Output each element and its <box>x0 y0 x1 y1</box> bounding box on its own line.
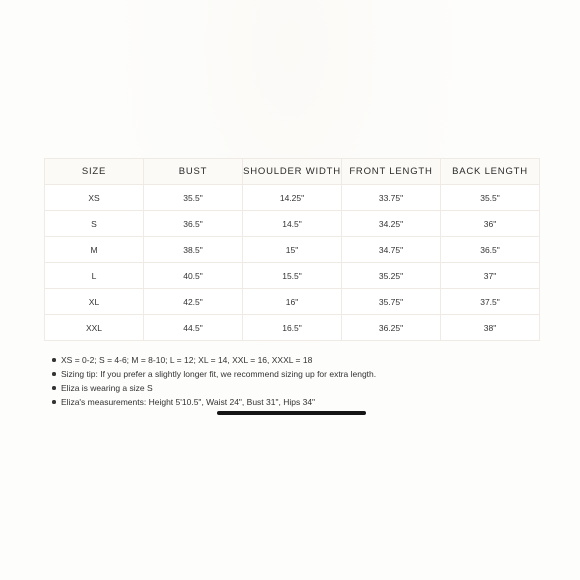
table-header-row <box>45 159 540 185</box>
cell-back-length: 36.5" <box>441 237 540 263</box>
cell-front-length: 33.75" <box>342 185 441 211</box>
cell-front-length: 35.75" <box>342 289 441 315</box>
cell-back-length: 35.5" <box>441 185 540 211</box>
size-chart-table <box>44 158 540 341</box>
bullet-icon <box>52 386 56 390</box>
cell-back-length: 36" <box>441 211 540 237</box>
bullet-icon <box>52 372 56 376</box>
cell-shoulder-width: 14.5" <box>243 211 342 237</box>
cell-front-length: 34.25" <box>342 211 441 237</box>
bullet-icon <box>52 358 56 362</box>
header-back-length: BACK LENGTH <box>441 159 540 185</box>
list-item <box>52 367 376 381</box>
note-model-size: Eliza is wearing a size S <box>61 383 153 393</box>
cell-shoulder-width: 16" <box>243 289 342 315</box>
cell-back-length: 37" <box>441 263 540 289</box>
cell-back-length: 37.5" <box>441 289 540 315</box>
cell-bust: 36.5" <box>144 211 243 237</box>
header-shoulder-width: SHOULDER WIDTH <box>243 159 342 185</box>
list-item <box>52 353 376 367</box>
note-model-measurements: Eliza's measurements: Height 5'10.5", Waist 24", Bust 31", Hips 34" <box>61 397 316 407</box>
note-size-conversion: XS = 0-2; S = 4-6; M = 8-10; L = 12; XL = 14, XXL = 16, XXXL = 18 <box>61 355 313 365</box>
cell-front-length: 36.25" <box>342 315 441 341</box>
cell-bust: 42.5" <box>144 289 243 315</box>
note-sizing-tip: Sizing tip: If you prefer a slightly longer fit, we recommend sizing up for extra length. <box>61 369 377 379</box>
table-row <box>45 211 540 237</box>
cell-back-length: 38" <box>441 315 540 341</box>
cell-size: L <box>45 263 144 289</box>
bullet-icon <box>52 400 56 404</box>
table-row <box>45 237 540 263</box>
cell-size: M <box>45 237 144 263</box>
cell-bust: 35.5" <box>144 185 243 211</box>
cell-front-length: 34.75" <box>342 237 441 263</box>
cell-shoulder-width: 14.25" <box>243 185 342 211</box>
cell-bust: 44.5" <box>144 315 243 341</box>
sizing-notes-list <box>52 353 376 409</box>
table-row <box>45 289 540 315</box>
header-size: SIZE <box>45 159 144 185</box>
table-row <box>45 315 540 341</box>
horizontal-scrollbar[interactable] <box>217 411 366 415</box>
list-item <box>52 395 376 409</box>
header-front-length: FRONT LENGTH <box>342 159 441 185</box>
header-bust: BUST <box>144 159 243 185</box>
cell-shoulder-width: 15" <box>243 237 342 263</box>
cell-front-length: 35.25" <box>342 263 441 289</box>
cell-size: S <box>45 211 144 237</box>
cell-size: XS <box>45 185 144 211</box>
cell-bust: 38.5" <box>144 237 243 263</box>
list-item <box>52 381 376 395</box>
table-row <box>45 263 540 289</box>
cell-size: XL <box>45 289 144 315</box>
cell-shoulder-width: 15.5" <box>243 263 342 289</box>
cell-bust: 40.5" <box>144 263 243 289</box>
cell-size: XXL <box>45 315 144 341</box>
cell-shoulder-width: 16.5" <box>243 315 342 341</box>
table-row <box>45 185 540 211</box>
